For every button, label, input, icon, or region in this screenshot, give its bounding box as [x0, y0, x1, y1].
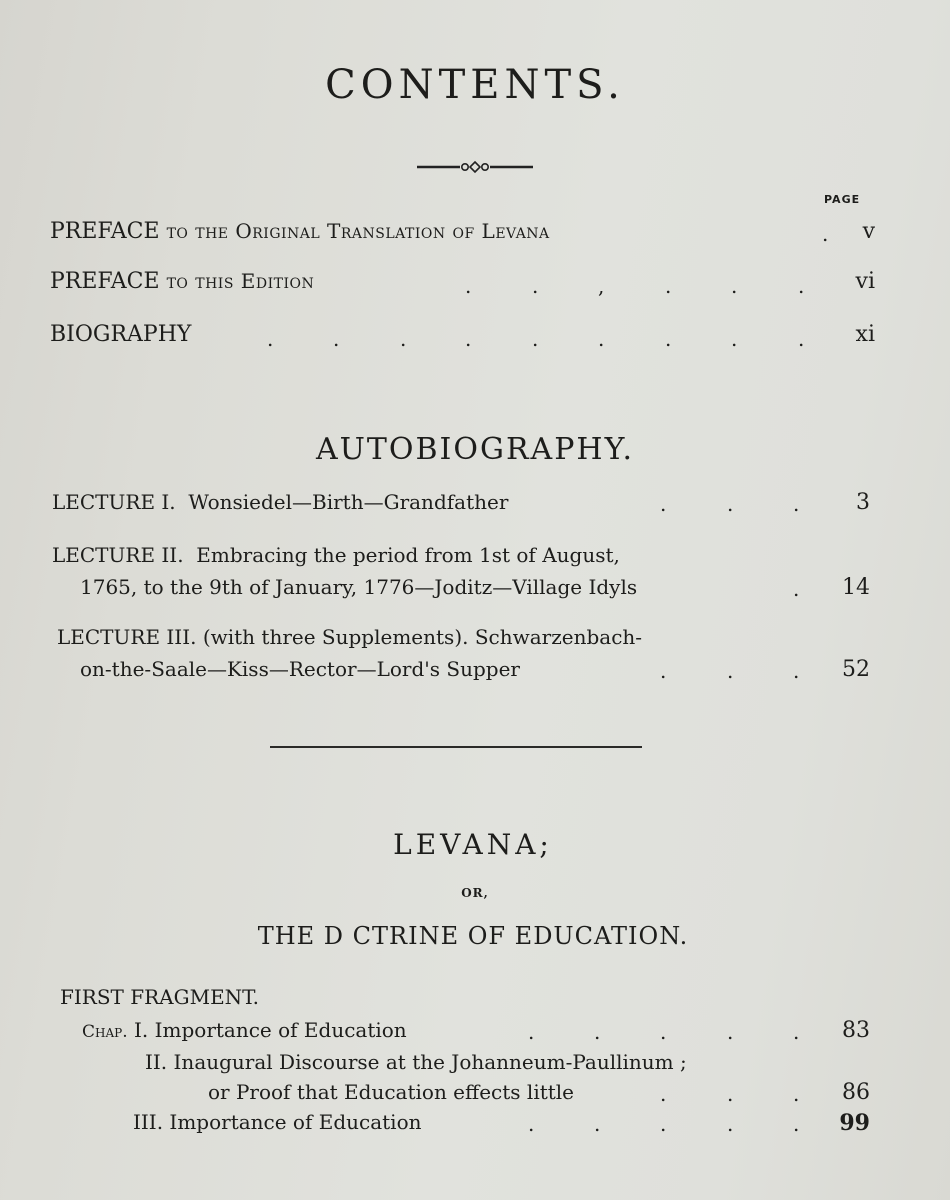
- page-number: 99: [839, 1110, 870, 1136]
- leader-dot: .: [267, 327, 274, 351]
- ornament-divider-icon: [415, 160, 535, 174]
- toc-entry-chapter-2[interactable]: [145, 1050, 687, 1074]
- fragment-heading: FIRST FRAGMENT.: [60, 985, 259, 1009]
- leader-dot: .: [660, 1112, 667, 1136]
- toc-entry-preface-edition[interactable]: [50, 269, 314, 294]
- leader-dot: .: [665, 274, 672, 298]
- page-number: 3: [856, 490, 870, 515]
- lecture-title-continued: 1765, to the 9th of January, 1776—Joditz—Village Idyls: [80, 575, 638, 599]
- toc-entry-lecture-2[interactable]: [52, 543, 620, 567]
- leader-dot: .: [798, 274, 805, 298]
- chapter-title: Importance of Education: [169, 1110, 422, 1134]
- leader-dot: .: [594, 1112, 601, 1136]
- page-title: CONTENTS.: [325, 62, 625, 108]
- lecture-label: LECTURE I.: [52, 490, 176, 514]
- entry-subtitle: to this Edition: [166, 269, 315, 293]
- leader-dot: .: [727, 1082, 734, 1106]
- page-number: xi: [855, 322, 875, 347]
- leader-dot: .: [465, 274, 472, 298]
- leader-dot: .: [727, 492, 734, 516]
- leader-dots: .: [822, 222, 829, 246]
- leader-dot: .: [532, 327, 539, 351]
- leader-dot: .: [598, 327, 605, 351]
- leader-dot: .: [793, 659, 800, 683]
- entry-main: PREFACE: [50, 269, 160, 294]
- page-number: 86: [842, 1080, 870, 1105]
- chapter-number: III.: [133, 1110, 164, 1134]
- leader-dot: .: [798, 327, 805, 351]
- leader-dot: .: [793, 1082, 800, 1106]
- section-divider-rule: [270, 746, 642, 748]
- leader-dot: .: [727, 659, 734, 683]
- chapter-number: I.: [133, 1018, 149, 1042]
- page-number: 83: [842, 1018, 870, 1043]
- section-subtitle: THE D CTRINE OF EDUCATION.: [257, 922, 689, 950]
- chapter-title: Inaugural Discourse at the Johanneum-Paullinum ;: [173, 1050, 687, 1074]
- entry-main: BIOGRAPHY: [50, 322, 192, 347]
- leader-dot: .: [660, 1020, 667, 1044]
- toc-entry-preface-original[interactable]: [50, 219, 550, 244]
- toc-entry-biography[interactable]: [50, 322, 191, 347]
- leader-dot: ,: [598, 274, 605, 298]
- lecture-title: Embracing the period from 1st of August,: [196, 543, 620, 567]
- leader-dot: .: [731, 274, 738, 298]
- leader-dot: .: [660, 659, 667, 683]
- page-number: v: [862, 219, 875, 244]
- page-number: 14: [842, 575, 870, 600]
- entry-main: PREFACE: [50, 219, 160, 244]
- section-heading-autobiography: AUTOBIOGRAPHY.: [315, 432, 635, 467]
- toc-entry-lecture-1[interactable]: [52, 490, 508, 514]
- leader-dot: .: [333, 327, 340, 351]
- leader-dot: .: [532, 274, 539, 298]
- leader-dot: .: [793, 492, 800, 516]
- section-heading-levana: LEVANA;: [393, 828, 553, 861]
- leader-dot: .: [528, 1112, 535, 1136]
- toc-entry-lecture-3[interactable]: [57, 625, 642, 649]
- page-column-label: PAGE: [824, 193, 861, 206]
- leader-dot: .: [731, 327, 738, 351]
- leader-dot: .: [727, 1020, 734, 1044]
- page-number: vi: [855, 269, 875, 294]
- leader-dot: .: [727, 1112, 734, 1136]
- leader-dot: .: [528, 1020, 535, 1044]
- section-or-label: OR,: [461, 886, 489, 900]
- chapter-title-continued: or Proof that Education effects little: [208, 1080, 575, 1104]
- lecture-label: LECTURE III.: [57, 625, 197, 649]
- leader-dot: .: [400, 327, 407, 351]
- toc-entry-chapter-3[interactable]: [133, 1110, 422, 1134]
- leader-dot: .: [793, 1020, 800, 1044]
- chapter-title: Importance of Education: [154, 1018, 407, 1042]
- leader-dot: .: [660, 492, 667, 516]
- lecture-label: LECTURE II.: [52, 543, 184, 567]
- leader-dot: .: [660, 1082, 667, 1106]
- leader-dot: .: [793, 577, 800, 601]
- leader-dot: .: [594, 1020, 601, 1044]
- page-number: 52: [842, 657, 870, 682]
- chapter-number: II.: [145, 1050, 168, 1074]
- toc-entry-chapter-1[interactable]: [82, 1018, 407, 1042]
- lecture-title: Wonsiedel—Birth—Grandfather: [188, 490, 509, 514]
- lecture-title-continued: on-the-Saale—Kiss—Rector—Lord's Supper: [80, 657, 520, 681]
- entry-subtitle: to the Original Translation of Levana: [166, 219, 550, 243]
- chapter-prefix: Chap.: [82, 1022, 128, 1042]
- leader-dot: .: [793, 1112, 800, 1136]
- lecture-title: (with three Supplements). Schwarzenbach-: [202, 625, 643, 649]
- leader-dot: .: [665, 327, 672, 351]
- leader-dot: .: [465, 327, 472, 351]
